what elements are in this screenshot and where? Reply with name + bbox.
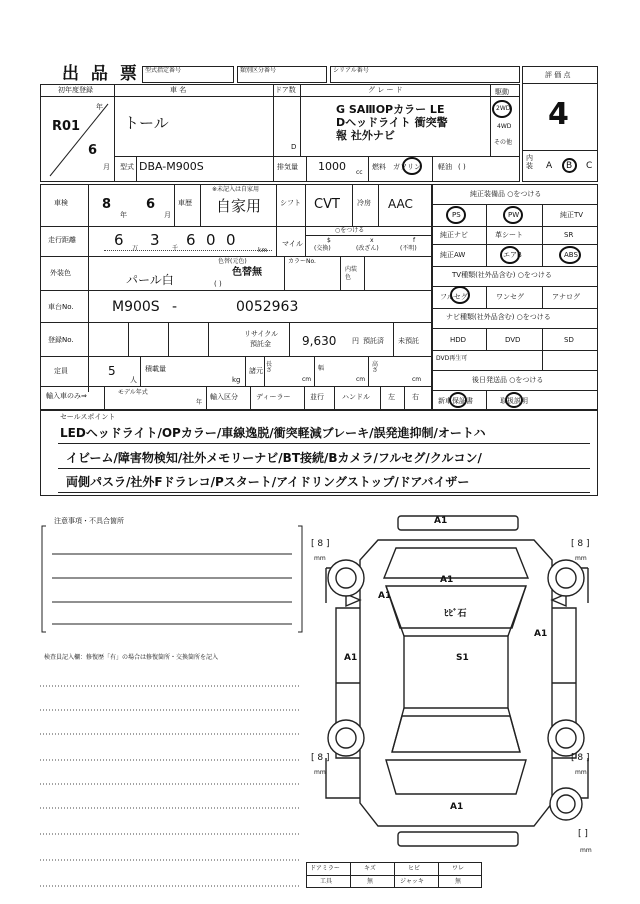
caution-label: 注意事項・不具合箇所 — [54, 517, 124, 525]
fuel-value: ガソリン — [393, 163, 421, 171]
shaken-label: 車検 — [54, 199, 68, 207]
serial-label: シリアル番号 — [333, 67, 369, 74]
tire-rl-bracket: [ 8 ] — [311, 753, 330, 763]
mileage-man: 万 — [132, 245, 139, 252]
mileage-note: ○をつける — [335, 227, 365, 234]
dim-width: 幅 — [318, 365, 325, 372]
spare-tire-unit: mm — [580, 847, 592, 854]
chassis-number: 0052963 — [236, 299, 299, 315]
mark-right-side: A1 — [534, 629, 548, 639]
ac-label: 冷房 — [357, 199, 371, 207]
capacity-label: 定員 — [54, 367, 68, 375]
mileage-opt3b: (不明) — [400, 245, 417, 252]
color-original-value: 色替無 — [232, 267, 262, 278]
recycle-unit: 円 — [352, 337, 359, 345]
car-name-value: トール — [124, 114, 169, 132]
model-year-label: モデル年式 — [118, 389, 148, 396]
mark-left-front: A1 — [378, 591, 392, 601]
later-title: 後日発送品 ○をつける — [472, 376, 544, 384]
handle-left: 左 — [388, 393, 395, 401]
legend-r4: 無 — [455, 878, 462, 885]
drive-2wd: 2WD — [496, 105, 511, 112]
legend-r2: 無 — [367, 878, 374, 885]
color-no-label: カラーNo. — [288, 258, 316, 265]
sales-line2: イビーム/障害物検知/社外メモリーナビ/BT接続/Bカメラ/フルセグ/クルコン/ — [66, 451, 482, 465]
dim-height: 高さ — [372, 361, 379, 374]
tv-fullseg: フルセグ — [440, 293, 468, 301]
equip-airbag: エアB — [503, 251, 522, 259]
mileage-digit-3: 6 — [186, 231, 196, 249]
equip-navi: 純正ナビ — [440, 231, 468, 239]
model-year-unit: 年 — [196, 399, 203, 406]
mileage-opt3a: f — [413, 237, 416, 244]
ac-value: AAC — [388, 197, 413, 211]
recycle-label1: リサイクル — [244, 330, 279, 338]
equip-ps-circle — [446, 206, 466, 224]
import-label: 輸入車のみ⇒ — [46, 392, 87, 400]
equip-tv: 純正TV — [560, 211, 584, 219]
mark-rear-bumper: A1 — [450, 802, 464, 812]
tv-title: TV種類(社外品含む) ○をつける — [452, 271, 552, 279]
drive-4wd: 4WD — [497, 123, 512, 130]
capacity-unit: 人 — [130, 376, 137, 384]
color-original-label: 色替(元色) — [218, 258, 247, 265]
interior-color-label: 内装色 — [345, 266, 358, 281]
tire-fl-depth: 8 — [317, 539, 324, 549]
shaken-year: 8 — [102, 197, 112, 212]
recycle-label2: 預託金 — [250, 340, 271, 348]
equip-pw: PW — [508, 211, 520, 219]
interior-selected-circle — [562, 158, 577, 173]
mileage-digit-5: 0 — [226, 231, 236, 249]
displacement-label: 排気量 — [277, 163, 298, 171]
inspector-lines — [38, 668, 304, 892]
import-parallel: 並行 — [310, 393, 324, 401]
tv-oneseg: ワンセグ — [496, 293, 524, 301]
navi-title: ナビ種類(社外品含む) ○をつける — [446, 313, 551, 321]
tire-rr-depth: 8 — [577, 753, 584, 763]
model-value: DBA-M900S — [139, 160, 204, 173]
first-reg-month: 6 — [88, 143, 98, 158]
fuel-selected-circle — [402, 157, 422, 175]
caution-lines — [40, 517, 305, 640]
equip-abs-circle — [559, 246, 581, 264]
first-reg-label: 初年度登録 — [58, 86, 93, 94]
mark-hood: A1 — [440, 575, 454, 585]
chassis-dash: - — [172, 299, 178, 315]
usage-note: ※未記入は自家用 — [212, 186, 260, 193]
import-type-label: 輸入区分 — [210, 393, 238, 401]
sales-line1: LEDヘッドライト/OPカラー/車線逸脱/衝突軽減ブレーキ/誤発進抑制/オートハ — [60, 426, 486, 440]
doors-label: ドア数 — [275, 86, 296, 94]
shaken-month: 6 — [146, 197, 156, 212]
equip-aw: 純正AW — [440, 251, 466, 259]
later-warranty-circle — [449, 392, 467, 408]
displacement-value: 1000 — [318, 160, 346, 173]
type-designation-label: 型式指定番号 — [145, 67, 182, 74]
capacity-value: 5 — [108, 364, 116, 378]
mark-windshield: ﾋﾋﾞ石 — [444, 609, 467, 619]
equip-pw-circle — [503, 206, 523, 224]
grade-label: グ レ ー ド — [368, 86, 403, 94]
tire-rl-unit: mm — [314, 769, 326, 776]
mileage-digit-4: 0 — [206, 231, 216, 249]
recycle-deposited: 預託済 — [363, 337, 384, 345]
first-reg-year-unit: 年 — [96, 103, 103, 111]
mileage-sen: 千 — [172, 245, 179, 252]
equip-ps: PS — [452, 211, 461, 219]
mileage-digit-2: 3 — [150, 231, 160, 249]
mileage-label: 走行距離 — [48, 236, 76, 244]
displacement-unit: cc — [356, 169, 363, 176]
mark-left-side: A1 — [344, 653, 358, 663]
evaluation-score: 4 — [548, 97, 569, 132]
drive-other: その他 — [494, 139, 513, 146]
mileage-opt2b: (改ざん) — [356, 245, 379, 252]
mileage-unit: km — [258, 247, 268, 254]
legend-h1: ドアミラー — [310, 865, 340, 872]
recycle-value: 9,630 — [302, 334, 337, 348]
shift-label: シフト — [280, 199, 301, 207]
dim-length: 長さ — [266, 361, 273, 374]
mark-roof: S1 — [456, 653, 469, 663]
equipment-title: 純正装備品 ○をつける — [470, 190, 542, 198]
chassis-prefix: M900S — [112, 299, 160, 315]
dim-label: 諸元 — [249, 367, 263, 375]
chassis-label: 車台No. — [48, 303, 74, 311]
navi-dvd: DVD — [505, 336, 521, 344]
later-manual: 取扱説明 — [500, 397, 528, 405]
import-dealer: ディーラー — [256, 393, 291, 401]
handle-right: 右 — [412, 393, 419, 401]
later-warranty: 新車保証書 — [438, 397, 473, 405]
load-unit: kg — [232, 376, 241, 384]
model-label: 型式 — [120, 163, 134, 171]
navi-sd: SD — [564, 336, 574, 344]
drive-selected-circle — [492, 100, 512, 118]
shift-value: CVT — [314, 197, 340, 212]
fuel-option2: 軽油 — [438, 163, 452, 171]
inspector-label: 検査員記入欄：修復歴「有」の場合は修復箇所・交換箇所を記入 — [44, 654, 219, 661]
legend-r1: 工具 — [320, 878, 333, 885]
mile-label: マイル — [282, 240, 303, 248]
shaken-year-unit: 年 — [120, 211, 127, 219]
legend-h3: ヒビ — [408, 865, 421, 872]
color-value: パール白 — [126, 273, 174, 287]
mileage-digit-1: 6 — [114, 231, 124, 249]
mark-front-bumper: A1 — [434, 516, 448, 526]
tv-fullseg-circle — [450, 286, 470, 304]
fuel-paren: ( ) — [458, 163, 466, 171]
interior-label: 内装 — [526, 154, 533, 170]
grade-line1: G SAⅢOPカラー LE — [336, 103, 445, 116]
equip-abs: ABS — [564, 251, 578, 259]
sales-points-label: セールスポイント — [60, 413, 116, 421]
fuel-label: 燃料 — [372, 163, 386, 171]
recycle-not-deposited: 未預託 — [398, 337, 419, 345]
mileage-opt1b: (交換) — [314, 245, 331, 252]
equip-sr: SR — [564, 231, 574, 239]
interior-option-b: B — [566, 161, 573, 171]
spare-tire-bracket: [ ] — [578, 829, 588, 839]
doors-unit: D — [291, 143, 297, 151]
dim-height-unit: cm — [412, 376, 422, 383]
shaken-month-unit: 月 — [164, 211, 171, 219]
color-label: 外装色 — [50, 269, 71, 277]
tire-fr-unit: mm — [575, 555, 587, 562]
first-reg-era: R01 — [52, 119, 81, 134]
grade-line3: 報 社外ナビ — [336, 129, 395, 142]
interior-option-a: A — [546, 161, 553, 171]
legend-h4: ワレ — [452, 865, 465, 872]
drive-label: 駆動 — [495, 88, 509, 96]
tire-fl-bracket: [ 8 ] — [311, 539, 330, 549]
dim-length-unit: cm — [302, 376, 312, 383]
usage-label: 車歴 — [178, 199, 192, 207]
tv-analog: アナログ — [552, 293, 580, 301]
sales-line3: 両側パスラ/社外Fドラレコ/Pスタート/アイドリングストップ/ドアバイザー — [66, 475, 470, 489]
evaluation-label: 評 価 点 — [545, 71, 571, 79]
tire-rr-bracket: [ 8 ] — [571, 753, 590, 763]
tire-rl-depth: 8 — [317, 753, 324, 763]
color-original-paren: ( ) — [214, 280, 222, 288]
car-name-label: 車 名 — [170, 86, 187, 94]
equip-leather: 革シート — [495, 231, 523, 239]
load-label: 積載量 — [145, 365, 166, 373]
navi-hdd: HDD — [450, 336, 467, 344]
handle-label: ハンドル — [342, 393, 370, 401]
legend-h2: キズ — [364, 865, 376, 872]
usage-value: 自家用 — [216, 197, 262, 215]
registration-label: 登録No. — [48, 336, 74, 344]
tire-fr-depth: 8 — [577, 539, 584, 549]
mileage-opt1a: $ — [327, 237, 331, 244]
mileage-opt2a: x — [370, 237, 374, 244]
first-reg-month-unit: 月 — [103, 163, 110, 171]
tire-rr-unit: mm — [575, 769, 587, 776]
navi-dvd-play: DVD再生可 — [436, 355, 468, 362]
dim-width-unit: cm — [356, 376, 366, 383]
later-manual-circle — [505, 392, 523, 408]
grade-line2: Dヘッドライト 衝突警 — [336, 116, 448, 129]
equip-airbag-circle — [500, 246, 520, 264]
tire-fr-bracket: [ 8 ] — [571, 539, 590, 549]
legend-r3: ジャッキ — [400, 878, 424, 885]
interior-option-c: C — [586, 161, 593, 171]
tire-fl-unit: mm — [314, 555, 326, 562]
category-label: 類別区分番号 — [240, 67, 277, 74]
form-title: 出 品 票 — [62, 64, 140, 84]
